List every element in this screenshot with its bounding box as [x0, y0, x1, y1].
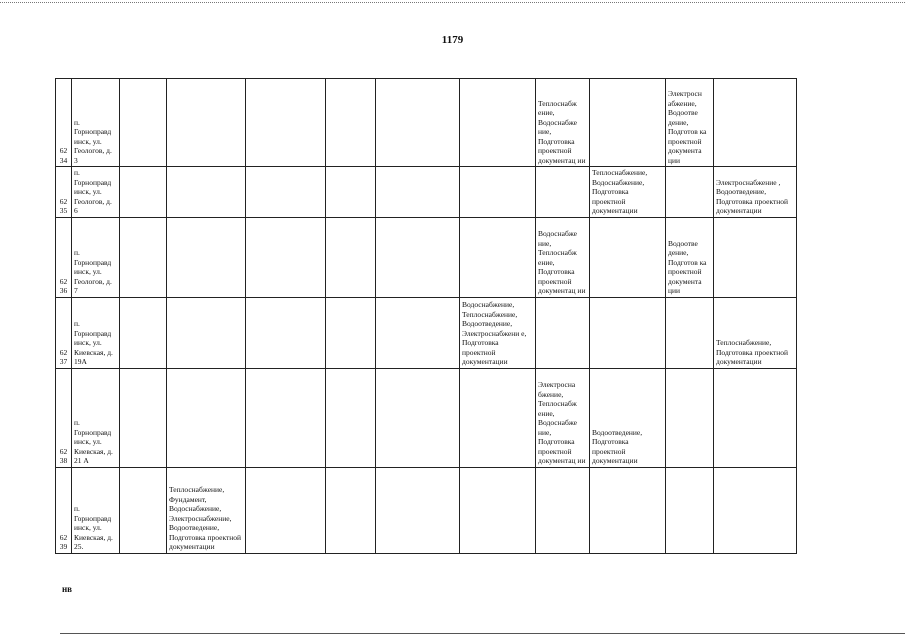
work-cell	[120, 79, 167, 167]
work-cell	[246, 368, 326, 467]
work-cell	[460, 217, 536, 297]
work-cell	[376, 368, 460, 467]
table-row	[56, 368, 797, 467]
work-cell	[590, 467, 666, 553]
work-cell	[590, 217, 666, 297]
work-cell	[666, 167, 714, 218]
work-cell: Водоотведение, Подготовка проектной документации	[590, 368, 666, 467]
work-cell: Электросн абжение, Водоотве дение, Подготов ка проектной документа ции	[666, 79, 714, 167]
work-cell: Электросна бжение, Теплоснабж ение, Водоснабже ние, Подготовка проектной документац ии	[536, 368, 590, 467]
work-cell	[326, 297, 376, 368]
work-cell	[246, 297, 326, 368]
work-cell	[120, 167, 167, 218]
work-cell: Теплоснабж ение, Водоснабже ние, Подготовка проектной документац ии	[536, 79, 590, 167]
row-number: 62 34	[56, 79, 72, 167]
table-row	[56, 297, 797, 368]
work-cell: Водоснабже ние, Теплоснабж ение, Подготовка проектной документац ии	[536, 217, 590, 297]
work-cell	[326, 79, 376, 167]
work-cell	[460, 79, 536, 167]
top-scan-rule	[0, 2, 905, 3]
work-cell	[376, 467, 460, 553]
work-cell	[590, 79, 666, 167]
work-cell	[326, 217, 376, 297]
work-cell	[246, 167, 326, 218]
row-number: 62 39	[56, 467, 72, 553]
work-cell	[666, 297, 714, 368]
row-number: 62 38	[56, 368, 72, 467]
work-cell: Электроснабжение , Водоотведение, Подготовка проектной документации	[714, 167, 797, 218]
work-cell	[246, 79, 326, 167]
row-number: 62 35	[56, 167, 72, 218]
work-cell	[326, 368, 376, 467]
work-cell	[714, 217, 797, 297]
work-cell	[167, 368, 246, 467]
bottom-scan-rule	[60, 633, 905, 634]
table-row	[56, 217, 797, 297]
work-cell	[536, 297, 590, 368]
work-cell	[120, 368, 167, 467]
work-cell: Водоснабжение, Теплоснабжение, Водоотведение, Электроснабжени е, Подготовка проектной документации	[460, 297, 536, 368]
work-cell	[460, 368, 536, 467]
work-cell	[120, 217, 167, 297]
work-cell	[536, 467, 590, 553]
work-cell	[167, 79, 246, 167]
work-cell	[590, 297, 666, 368]
work-cell: Теплоснабжение, Фундамент, Водоснабжение, Электроснабжение, Водоотведение, Подготовка проектной документации	[167, 467, 246, 553]
work-cell	[536, 167, 590, 218]
row-number: 62 36	[56, 217, 72, 297]
address-cell: п. Горноправд инск, ул. Геологов, д. 6	[72, 167, 120, 218]
address-cell: п. Горноправд инск, ул. Киевская, д. 19А	[72, 297, 120, 368]
address-cell: п. Горноправд инск, ул. Геологов, д. 3	[72, 79, 120, 167]
work-cell	[714, 79, 797, 167]
table-row	[56, 467, 797, 553]
work-cell	[666, 368, 714, 467]
work-cell	[376, 217, 460, 297]
work-cell	[666, 467, 714, 553]
work-cell	[376, 167, 460, 218]
footer-mark: нв	[62, 584, 73, 594]
work-cell	[167, 217, 246, 297]
address-cell: п. Горноправд инск, ул. Киевская, д. 21 А	[72, 368, 120, 467]
work-cell	[460, 467, 536, 553]
work-cell	[167, 297, 246, 368]
works-table	[55, 78, 797, 554]
work-cell	[120, 467, 167, 553]
work-cell	[714, 368, 797, 467]
row-number: 62 37	[56, 297, 72, 368]
work-cell	[246, 467, 326, 553]
address-cell: п. Горноправд инск, ул. Киевская, д. 25.	[72, 467, 120, 553]
work-cell	[246, 217, 326, 297]
work-cell	[326, 467, 376, 553]
work-cell	[120, 297, 167, 368]
page-number: 1179	[441, 34, 464, 46]
work-cell	[376, 297, 460, 368]
work-cell: Водоотве дение, Подготов ка проектной документа ции	[666, 217, 714, 297]
work-cell: Теплоснабжение, Водоснабжение, Подготовка проектной документации	[590, 167, 666, 218]
address-cell: п. Горноправд инск, ул. Геологов, д. 7	[72, 217, 120, 297]
work-cell: Теплоснабжение, Подготовка проектной документации	[714, 297, 797, 368]
work-cell	[326, 167, 376, 218]
table-row	[56, 167, 797, 218]
work-cell	[167, 167, 246, 218]
table-row	[56, 79, 797, 167]
work-cell	[460, 167, 536, 218]
work-cell	[714, 467, 797, 553]
work-cell	[376, 79, 460, 167]
